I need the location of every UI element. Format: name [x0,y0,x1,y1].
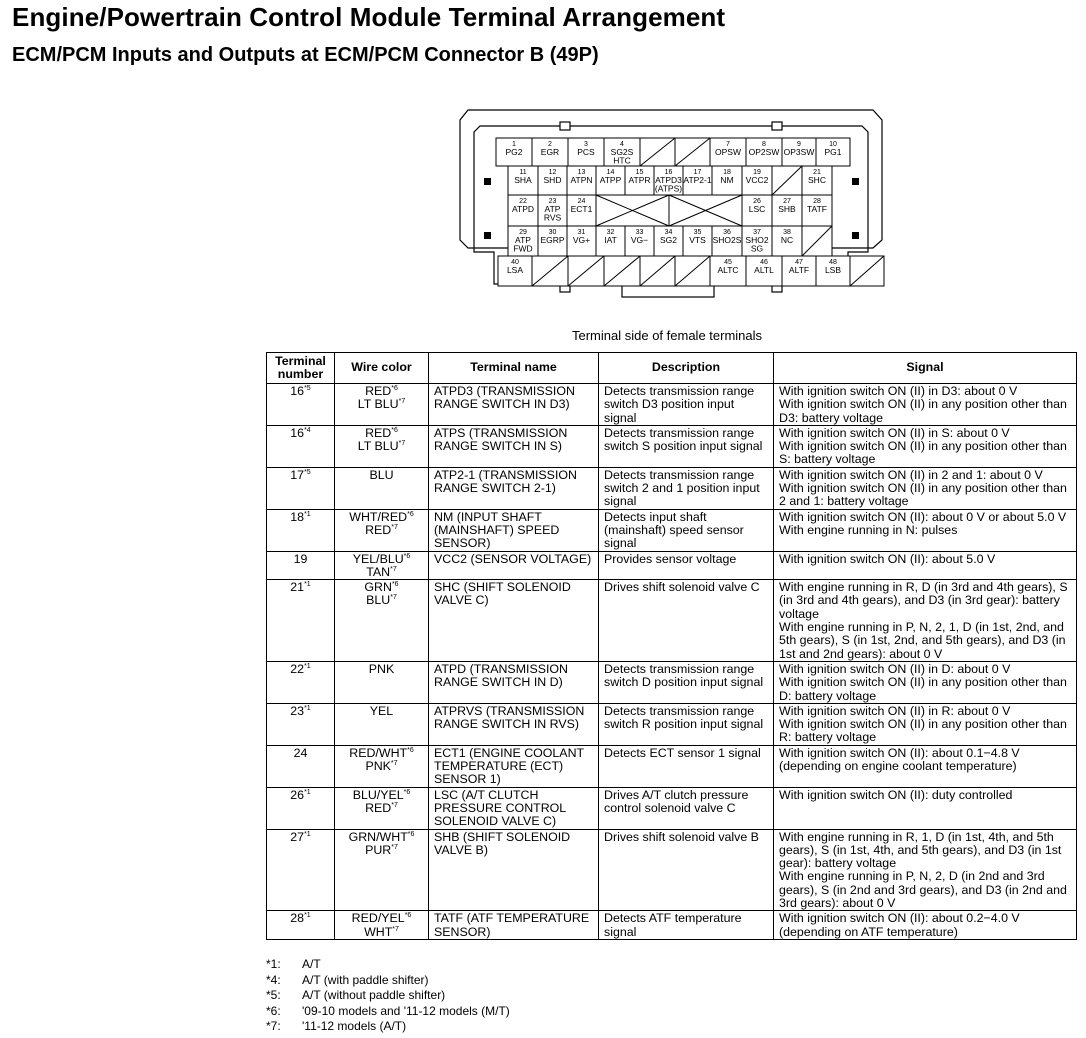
pin-number: 27 [783,198,791,205]
description: Detects transmission range switch 2 and 1 position input signal [599,467,774,509]
terminal-number: 24 [293,745,308,760]
header-signal: Signal [774,353,1077,384]
table-row [267,661,1077,703]
pin-label: OPSW [715,147,741,157]
pin-label: LSA [506,265,524,275]
footnote-ref: *1 [304,704,311,712]
footnote-text: A/T [302,957,321,971]
pin-label: ATP [515,235,531,245]
wire-color-text: RED [365,425,392,440]
terminal-number: 26 [290,787,305,802]
footnote [266,988,510,1004]
wire-color-text: BLU/YEL [352,787,404,802]
table-row [267,745,1077,787]
pin-number: 37 [753,229,761,236]
terminal-number-cell [267,703,335,745]
description: Detects ATF temperature signal [599,911,774,940]
footnote-ref: *7 [391,843,398,851]
signal-text: With ignition switch ON (II): about 0.2−4.0 V (depending on ATF temperature) [779,911,1020,939]
wire-color [340,581,423,594]
table-header-row [267,353,1077,384]
pin-number: 12 [548,169,557,176]
pin-label: RVS [543,212,562,223]
footnote-mark: *6: [266,1003,281,1018]
footnote [266,957,510,973]
pin-label: LSB [824,265,842,275]
pin-number: 19 [753,169,761,176]
pin-label: ATPR [628,175,651,185]
terminal-name: ATPS (TRANSMISSION RANGE SWITCH IN S) [429,425,599,467]
footnote-ref: *6 [391,426,398,434]
pin-label: ECT1 [570,204,593,214]
footnote-mark: *1: [266,957,281,971]
footnote-text: A/T (without paddle shifter) [302,988,446,1002]
pin-label: ALTL [754,265,774,275]
diagram-caption: Terminal side of female terminals [572,328,763,343]
pin-number: 1 [512,141,516,148]
footnote-ref: *7 [392,925,399,933]
description: Drives shift solenoid valve C [599,580,774,662]
signal-text: With ignition switch ON (II) in any position other than D: battery voltage [779,675,1067,703]
terminal-number-cell [267,661,335,703]
pin-number: 38 [783,229,791,236]
pin-number: 31 [577,229,586,236]
pin-label: ATPN [570,175,593,185]
terminal-name: SHB (SHIFT SOLENOID VALVE B) [429,829,599,911]
table-row [267,384,1077,426]
terminal-name: ATPD (TRANSMISSION RANGE SWITCH IN D) [429,661,599,703]
wire-color-cell [335,829,429,911]
pin-number: 29 [519,229,527,236]
signal-text: With ignition switch ON (II): about 5.0 V [779,551,996,566]
pin-number: 36 [723,229,731,236]
table-body [267,384,1077,940]
signal-text: With ignition switch ON (II): about 0.1−4.8 V (depending on engine coolant temperature) [779,745,1020,774]
terminal-number-cell [267,911,335,940]
wire-color [340,469,423,482]
pin-label: SHO2 [745,235,769,245]
wire-color [340,427,423,440]
signal-cell [774,509,1077,551]
wire-color [340,385,423,398]
wire-color [340,553,423,566]
description: Drives A/T clutch pressure control solenoid valve C [599,787,774,829]
pin-label: VG− [630,235,649,245]
terminal-number-cell [267,384,335,426]
footnote-ref: *6 [403,788,411,796]
footnote-ref: *7 [390,759,398,767]
pin-number: 24 [577,198,586,205]
wire-color-text: WHT/RED [349,509,408,524]
pin-label: SG2 [659,235,678,245]
wire-color-text: LT BLU [357,397,399,412]
pin-number: 3 [584,141,588,148]
wire-color [340,705,423,718]
wire-color [340,912,423,925]
footnote-text: A/T (with paddle shifter) [302,972,429,987]
wire-color [340,663,423,676]
table-row [267,703,1077,745]
terminal-number: 16 [290,384,305,398]
pin-number: 47 [795,259,803,266]
footnote-ref: *6 [391,581,399,589]
footnote-text: '11-12 models (A/T) [302,1019,407,1033]
pin-label: PG1 [824,147,842,157]
footnote-text: '09-10 models and '11-12 models (M/T) [302,1003,510,1018]
pin-number: 46 [760,259,768,266]
wire-color-text: RED [365,800,392,815]
description: Detects ECT sensor 1 signal [599,745,774,787]
pin-number: 10 [829,141,837,148]
pin-label: VCC2 [745,175,769,185]
terminal-number: 22 [290,661,305,676]
signal-cell [774,703,1077,745]
terminal-name: SHC (SHIFT SOLENOID VALVE C) [429,580,599,662]
signal-text: With ignition switch ON (II) in any position other than D3: battery voltage [779,397,1067,425]
wire-color [340,760,423,773]
pin-number: 23 [548,198,557,205]
terminal-name: ATPD3 (TRANSMISSION RANGE SWITCH IN D3) [429,384,599,426]
terminal-number: 18 [290,509,305,524]
footnote-ref: *4 [304,426,311,434]
footnote-mark: *4: [266,972,281,987]
pin-label: TATF [807,204,827,214]
footnote [266,1004,510,1020]
wire-color-cell [335,509,429,551]
wire-color-text: YEL/BLU [352,551,404,566]
pin-number: 11 [519,169,527,176]
footnote-ref: *1 [304,912,311,920]
wire-color [340,524,423,537]
footnote-ref: *1 [304,581,311,589]
wire-color [340,831,423,844]
signal-text: With ignition switch ON (II) in 2 and 1: about 0 V [779,467,1043,482]
pin-number: 17 [693,169,702,176]
signal-text: With ignition switch ON (II): about 0 V or about 5.0 V [779,509,1067,524]
footnote-ref: *1 [304,510,311,518]
wire-color-text: RED [365,522,392,537]
footnote-ref: *7 [398,398,406,406]
terminal-number: 27 [290,829,305,844]
terminal-number-cell [267,829,335,911]
footnote-mark: *7: [266,1019,281,1033]
wire-color-text: WHT [364,924,393,939]
wire-color-text: LT BLU [357,439,399,454]
wire-color-cell [335,425,429,467]
pin-label: PG2 [505,147,523,157]
signal-text: With ignition switch ON (II) in any position other than S: battery voltage [779,439,1067,467]
description: Detects transmission range switch R position input signal [599,703,774,745]
wire-color [340,926,423,939]
terminal-number-cell [267,787,335,829]
terminal-name: TATF (ATF TEMPERATURE SENSOR) [429,911,599,940]
pin-number: 7 [726,141,730,148]
wire-color [340,844,423,857]
wire-color-text: RED [365,384,392,398]
pin-number: 32 [606,229,615,236]
signal-text: With ignition switch ON (II) in D3: about 0 V [779,384,1018,398]
terminal-number-cell [267,467,335,509]
wire-color-cell [335,467,429,509]
signal-cell [774,787,1077,829]
terminal-number: 21 [290,580,305,595]
footnote [266,1019,510,1035]
pin-number: 28 [813,198,821,205]
page-subtitle: ECM/PCM Inputs and Outputs at ECM/PCM Connector B (49P) [12,44,599,66]
table-row [267,425,1077,467]
pin-number: 45 [724,259,732,266]
footnote-ref: *7 [391,523,398,531]
latch-right-upper [852,178,859,185]
description: Provides sensor voltage [599,551,774,580]
signal-cell [774,911,1077,940]
pin-number: 26 [753,198,761,205]
footnote [266,973,510,989]
wire-color-cell [335,787,429,829]
wire-color-text: RED/YEL [351,911,405,926]
connector-diagram [458,102,886,302]
pin-number: 13 [577,169,586,176]
signal-text: With ignition switch ON (II): duty controlled [779,787,1013,802]
latch-left-lower [484,232,491,239]
footnote-ref: *1 [304,830,311,838]
header-terminal-name: Terminal name [429,353,599,384]
description: Detects transmission range switch D position input signal [599,661,774,703]
pin-label: VG+ [572,235,591,245]
pin-label: HTC [613,155,631,166]
wire-color-cell [335,580,429,662]
pin-label: OP2SW [748,147,780,157]
pin-label: SHA [514,175,532,185]
signal-text: With engine running in R, D (in 3rd and 4th gears), S (in 3rd and 4th gears), and D3 (in 3rd gear): battery voltage [779,580,1068,621]
terminal-name: ECT1 (ENGINE COOLANT TEMPERATURE (ECT) SENSOR 1) [429,745,599,787]
wire-color-cell [335,551,429,580]
table-row [267,467,1077,509]
wire-color-cell [335,911,429,940]
table-row [267,580,1077,662]
signal-text: With ignition switch ON (II) in S: about 0 V [779,425,1010,440]
terminal-cavities [496,138,884,286]
pin-label: SG2S [610,147,634,157]
signal-cell [774,745,1077,787]
signal-text: With engine running in P, N, 2, D (in 2nd and 3rd gears), S (in 2nd and 3rd gears), and D3 (in 2nd and 3rd gears): about 0 V [779,869,1067,910]
pin-number: 21 [813,169,821,176]
terminal-name: NM (INPUT SHAFT (MAINSHAFT) SPEED SENSOR) [429,509,599,551]
signal-cell [774,425,1077,467]
pin-number: 34 [664,229,673,236]
signal-text: With ignition switch ON (II) in D: about 0 V [779,661,1011,676]
pin-number: 35 [693,229,702,236]
pin-label: ATPD [511,204,535,214]
description: Detects input shaft (mainshaft) speed sensor signal [599,509,774,551]
footnote-ref: *6 [407,830,415,838]
pin-number: 15 [635,169,644,176]
wire-color-cell [335,745,429,787]
pin-number: 48 [829,259,837,266]
wire-color-text: BLU [369,467,394,482]
wire-color-cell [335,703,429,745]
table-row [267,911,1077,940]
pin-label: EGRP [540,235,565,245]
footnote-ref: *7 [391,801,398,809]
terminal-table [266,352,1077,940]
footnotes [266,957,510,1035]
terminal-number: 23 [290,703,305,718]
pin-number: 16 [664,169,673,176]
pin-label: VTS [689,235,706,245]
header-description: Description [599,353,774,384]
footnote-ref: *5 [304,468,311,476]
pin-label: IAT [604,235,617,245]
pin-label: SG [750,243,764,254]
table-row [267,509,1077,551]
terminal-number: 19 [293,551,308,566]
table-row [267,787,1077,829]
wire-color-text: RED/WHT [349,745,408,760]
signal-cell [774,580,1077,662]
signal-text: With ignition switch ON (II) in any position other than R: battery voltage [779,717,1067,745]
header-terminal-number: Terminal number [267,353,335,384]
pin-number: 14 [606,169,615,176]
signal-cell [774,467,1077,509]
pin-label: NM [720,175,734,185]
latch-left-upper [484,178,491,185]
pin-label: ATPP [599,175,622,185]
pin-number: 18 [723,169,731,176]
terminal-number: 16 [290,425,305,440]
terminal-name: ATP2-1 (TRANSMISSION RANGE SWITCH 2-1) [429,467,599,509]
wire-color-text: GRN [364,580,392,595]
terminal-number-cell [267,425,335,467]
wire-color [340,747,423,760]
wire-color-text: PUR [365,842,392,857]
pin-label: ALTF [788,265,810,275]
footnote-ref: *7 [390,565,397,573]
terminal-number: 28 [290,911,305,926]
description: Detects transmission range switch D3 position input signal [599,384,774,426]
footnote-mark: *5: [266,988,281,1002]
pin-label: LSC [748,204,766,214]
wire-color-text: PNK [365,759,391,774]
wire-color-text: TAN [366,564,391,579]
signal-text: With engine running in N: pulses [779,522,958,537]
pin-label: SHB [778,204,796,214]
terminal-number-cell [267,745,335,787]
footnote-ref: *7 [398,440,406,448]
pin-number: 22 [519,198,527,205]
wire-color [340,398,423,411]
pin-label: ALTC [717,265,739,275]
pin-number: 40 [511,259,519,266]
terminal-name: VCC2 (SENSOR VOLTAGE) [429,551,599,580]
signal-cell [774,661,1077,703]
pin-label: ATP2-1 [683,175,712,185]
wire-color-text: BLU [366,593,391,608]
terminal-number-cell [267,580,335,662]
terminal-name: LSC (A/T CLUTCH PRESSURE CONTROL SOLENOID VALVE C) [429,787,599,829]
footnote-ref: *6 [403,552,411,560]
pin-number: 2 [548,141,552,148]
signal-text: With engine running in P, N, 2, 1, D (in 1st, 2nd, and 5th gears), S (in 1st, 2nd, and 5th gears), and D3 (in 1st and 2nd gears): about 0 V [779,620,1066,661]
wire-color-text: YEL [369,703,394,718]
wire-color-cell [335,661,429,703]
terminal-number: 17 [290,467,305,482]
header-wire-color: Wire color [335,353,429,384]
signal-cell [774,829,1077,911]
pin-label: (ATPS) [654,183,683,194]
signal-text: With engine running in R, 1, D (in 1st, 4th, and 5th gears), S (in 1st, 4th, and 5th gears), and D3 (in 1st gear): battery voltage [779,829,1062,871]
terminal-name: ATPRVS (TRANSMISSION RANGE SWITCH IN RVS) [429,703,599,745]
table-row [267,829,1077,911]
wire-color-cell [335,384,429,426]
terminal-number-cell [267,509,335,551]
footnote-ref: *6 [404,912,412,920]
wire-color-text: GRN/WHT [348,829,408,844]
signal-text: With ignition switch ON (II) in R: about 0 V [779,703,1011,718]
pin-number: 9 [797,141,801,148]
wire-color-text: PNK [368,661,395,676]
signal-cell [774,551,1077,580]
wire-color [340,802,423,815]
page-title: Engine/Powertrain Control Module Terminal Arrangement [12,2,726,32]
pin-label: SHD [543,175,562,185]
description: Detects transmission range switch S position input signal [599,425,774,467]
pin-number: 4 [620,141,624,148]
pin-label: ATP [544,204,561,214]
pin-label: FWD [513,243,533,254]
pin-label: OP3SW [783,147,815,157]
wire-color [340,789,423,802]
pin-label: PCS [577,147,595,157]
wire-color [340,594,423,607]
pin-label: EGR [540,147,560,157]
wire-color [340,511,423,524]
footnote-ref: *6 [407,746,414,754]
footnote-ref: *6 [407,510,414,518]
description: Drives shift solenoid valve B [599,829,774,911]
wire-color [340,440,423,453]
pin-number: 33 [635,229,644,236]
pin-label: NC [780,235,794,245]
footnote-ref: *5 [304,384,311,392]
pin-number: 8 [762,141,766,148]
footnote-ref: *7 [390,594,397,602]
pin-number: 30 [548,229,557,236]
footnote-ref: *1 [304,788,311,796]
pin-label: ATPD3 [655,175,682,185]
footnote-ref: *1 [304,662,311,670]
signal-text: With ignition switch ON (II) in any position other than 2 and 1: battery voltage [779,481,1067,509]
pin-label: SHO2S [712,235,742,245]
signal-cell [774,384,1077,426]
footnote-ref: *6 [391,384,398,392]
latch-right-lower [852,232,859,239]
table-row [267,551,1077,580]
pin-label: SHC [808,175,826,185]
terminal-number-cell [267,551,335,580]
wire-color [340,566,423,579]
